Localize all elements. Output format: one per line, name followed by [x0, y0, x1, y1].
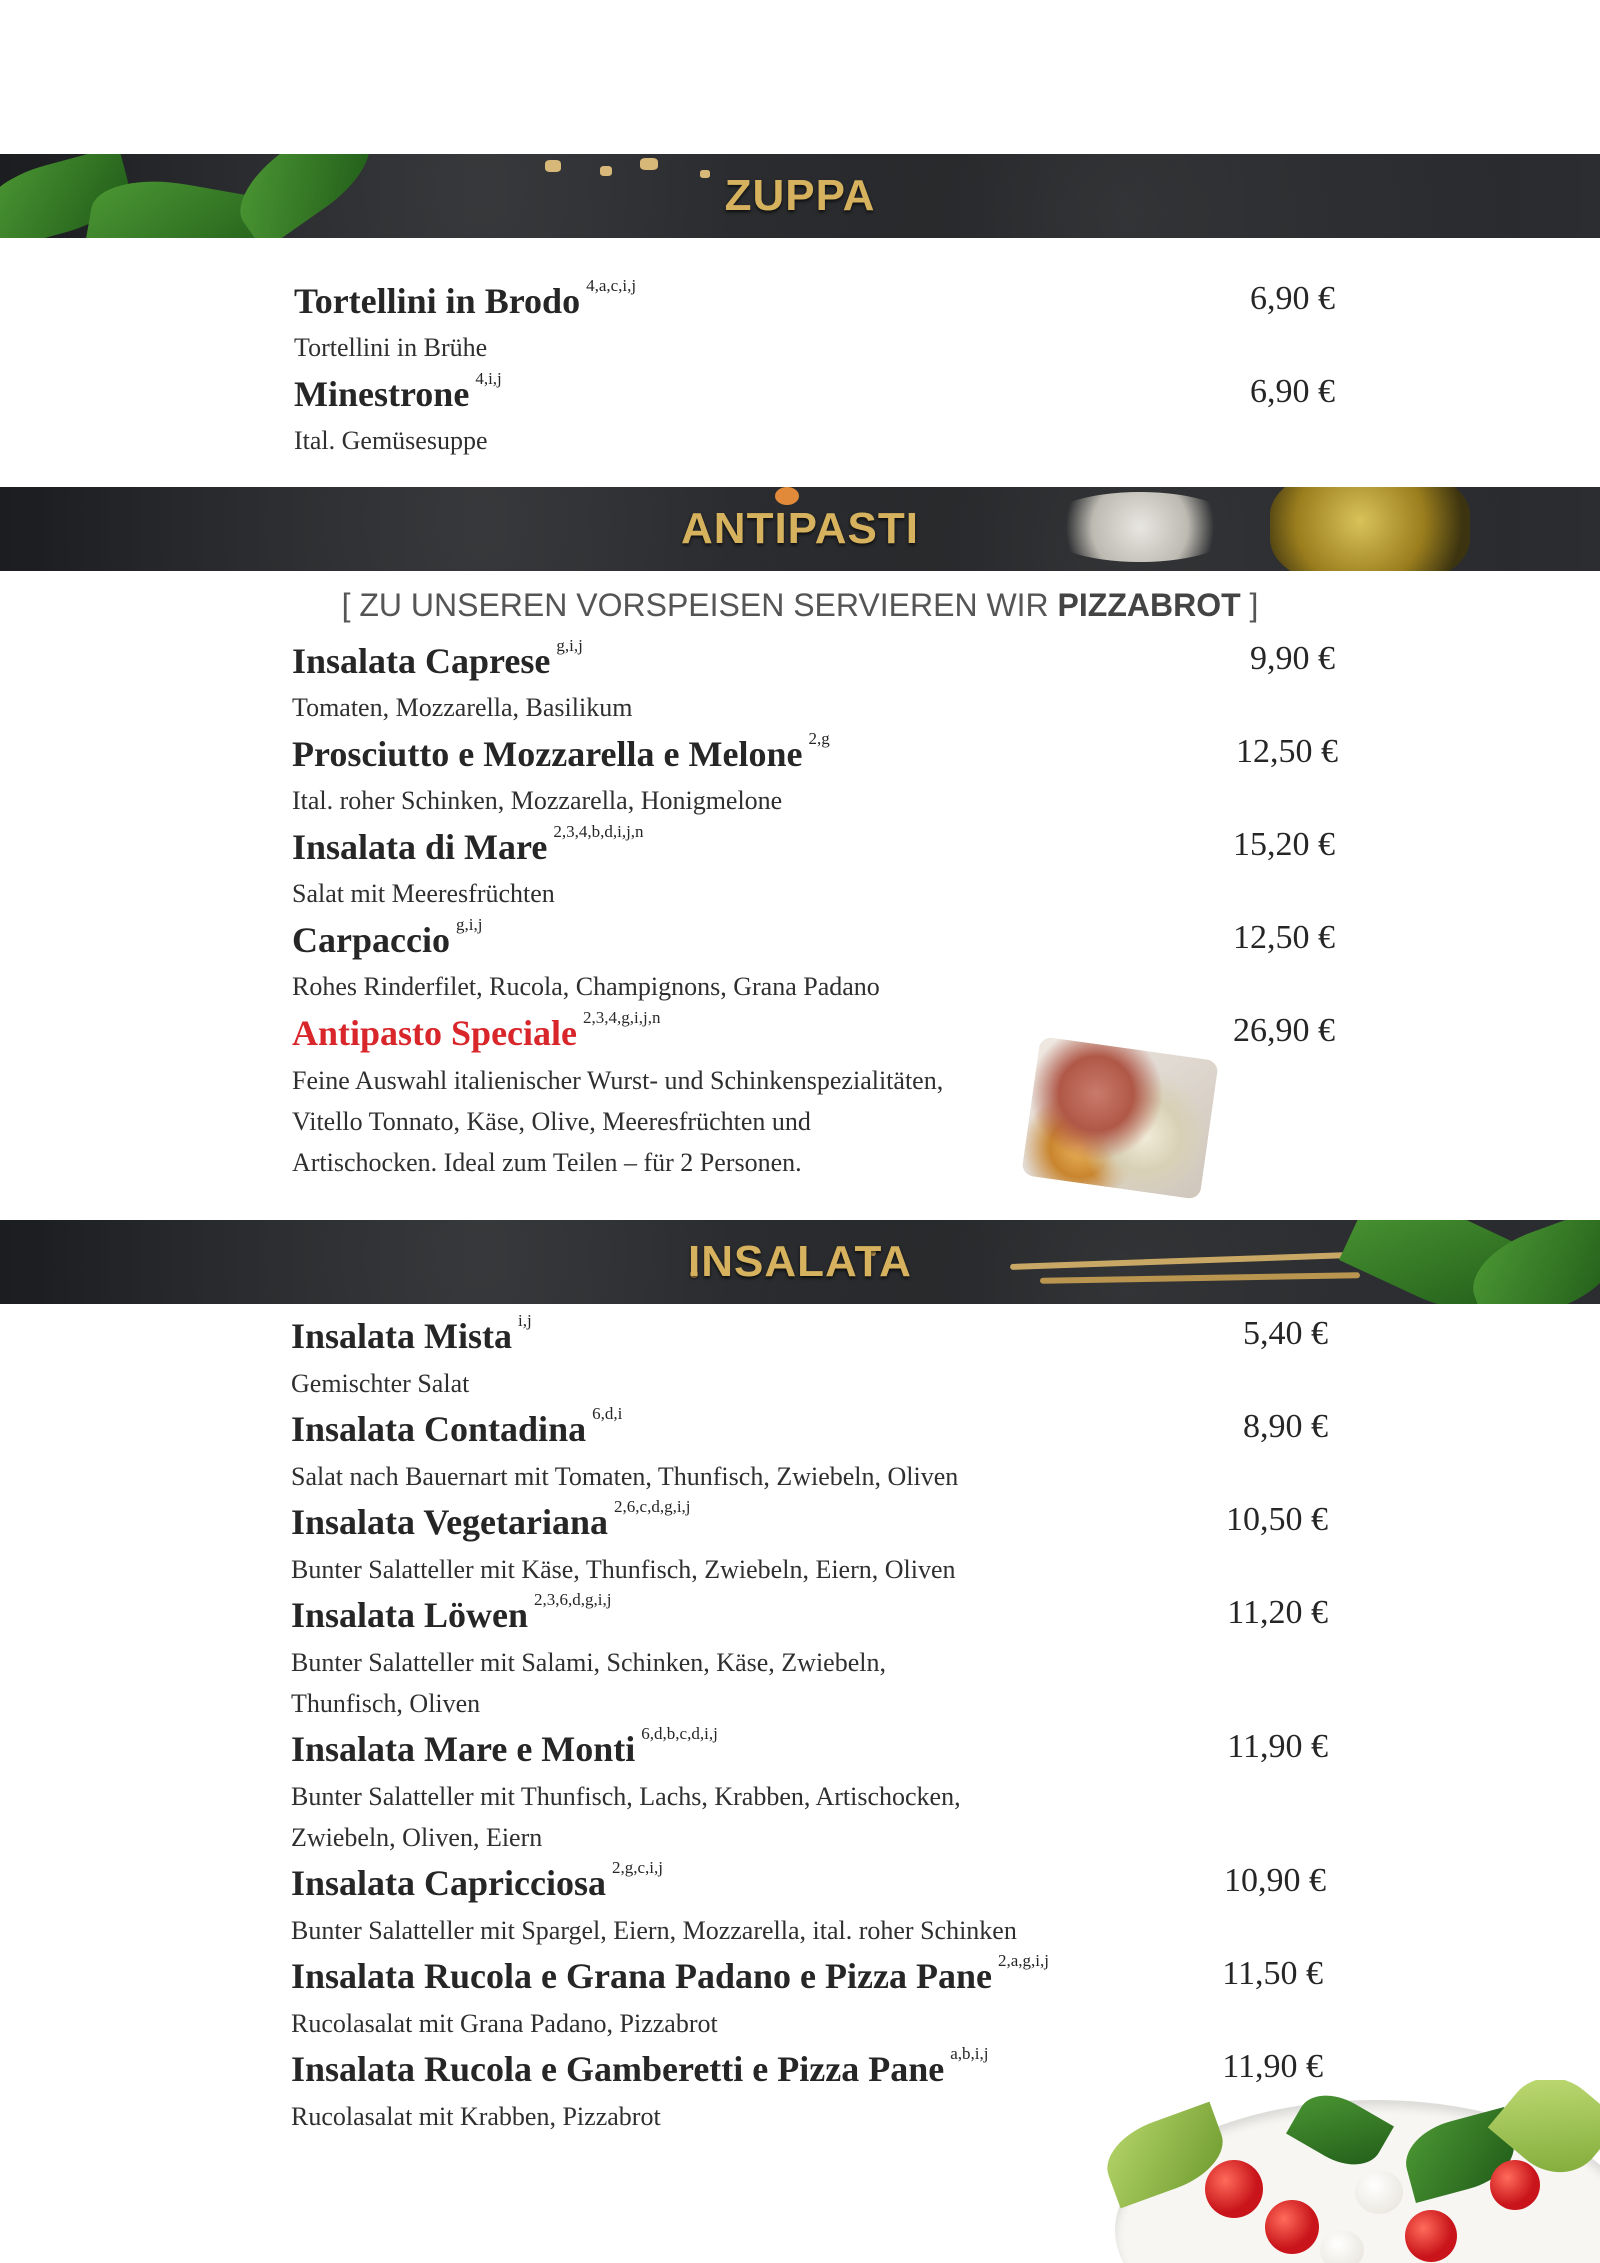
menu-item-description: Salat mit Meeresfrüchten [292, 879, 555, 908]
menu-item-price: 11,20 € [1227, 1594, 1328, 1631]
mozzarella-decoration [1320, 2230, 1364, 2263]
menu-item-name: Insalata Mare e Monti $^{6,d,b,c,d,i,j}$ [291, 1724, 718, 1769]
menu-item-price: 8,90 € [1243, 1408, 1328, 1445]
menu-item-description: Bunter Salatteller mit Salami, Schinken, Käse, Zwiebeln, Thunfisch, Oliven [291, 1648, 886, 1718]
menu-item-name: Minestrone $^{4,i,j}$ [294, 369, 502, 414]
section-banner-antipasti [0, 487, 1600, 571]
allergen-codes: 6,d,b,c,d,i,j [641, 1724, 718, 1743]
menu-item-description: Bunter Salatteller mit Thunfisch, Lachs, Krabben, Artischocken, Zwiebeln, Oliven, Eiern [291, 1782, 961, 1852]
menu-item-price: 12,50 € [1233, 919, 1335, 956]
menu-item-description: Bunter Salatteller mit Spargel, Eiern, Mozzarella, ital. roher Schinken [291, 1916, 1017, 1945]
menu-item-price: 6,90 € [1250, 373, 1335, 410]
menu-item-name: Insalata Rucola e Grana Padano e Pizza Pane $^{2,a,g,i,j}$ [291, 1951, 1049, 1996]
allergen-codes: a,b,i,j [950, 2044, 989, 2063]
allergen-codes: g,i,j [455, 915, 483, 934]
section-title-insalata: INSALATA [688, 1237, 912, 1286]
menu-item-price: 6,90 € [1250, 280, 1335, 317]
menu-item-name: Tortellini in Brodo $^{4,a,c,i,j}$ [294, 276, 637, 321]
menu-item-price: 9,90 € [1250, 640, 1335, 677]
menu-item-price: 11,90 € [1227, 1728, 1328, 1765]
menu-item-description: Rucolasalat mit Grana Padano, Pizzabrot [291, 2009, 718, 2038]
allergen-codes: 2,3,6,d,g,i,j [534, 1590, 612, 1609]
tomato-decoration [1490, 2160, 1540, 2210]
menu-item-name: Insalata Caprese $^{g,i,j}$ [292, 636, 583, 681]
section-title-zuppa: ZUPPA [724, 171, 876, 220]
menu-item-name: Insalata di Mare $^{2,3,4,b,d,i,j,n}$ [292, 822, 644, 867]
pizzabrot-note: [ ZU UNSEREN VORSPEISEN SERVIEREN WIR PIZZABROT ] [341, 587, 1259, 623]
allergen-codes: 2,a,g,i,j [997, 1951, 1049, 1970]
allergen-codes: 4,a,c,i,j [586, 276, 637, 295]
menu-item-description: Gemischter Salat [291, 1369, 470, 1398]
section-title-antipasti: ANTIPASTI [681, 504, 919, 553]
allergen-codes: 2,g [808, 729, 830, 748]
menu-item-description: Bunter Salatteller mit Käse, Thunfisch, Zwiebeln, Eiern, Oliven [291, 1555, 956, 1584]
menu-item-name: Insalata Contadina $^{6,d,i}$ [291, 1404, 623, 1449]
menu-item-name: Insalata Rucola e Gamberetti e Pizza Pane $^{a,b,i,j}$ [291, 2044, 989, 2089]
allergen-codes: 2,3,4,g,i,j,n [583, 1008, 661, 1027]
allergen-codes: 6,d,i [592, 1404, 623, 1423]
allergen-codes: 2,3,4,b,d,i,j,n [553, 822, 644, 841]
allergen-codes: 4,i,j [475, 369, 502, 388]
allergen-codes: i,j [518, 1311, 532, 1330]
menu-item-description: Rucolasalat mit Krabben, Pizzabrot [291, 2102, 661, 2131]
section-banner-insalata [0, 1220, 1600, 1304]
menu-item-description: Salat nach Bauernart mit Tomaten, Thunfisch, Zwiebeln, Oliven [291, 1462, 959, 1491]
menu-item-price: 10,90 € [1224, 1862, 1326, 1899]
menu-item-name: Insalata Löwen $^{2,3,6,d,g,i,j}$ [291, 1590, 612, 1635]
menu-item-price: 11,50 € [1222, 1955, 1323, 1992]
menu-item-description: Ital. roher Schinken, Mozzarella, Honigmelone [292, 786, 783, 815]
allergen-codes: g,i,j [556, 636, 583, 655]
menu-item-name: Insalata Capricciosa $^{2,g,c,i,j}$ [291, 1858, 663, 1903]
tomato-decoration [1265, 2200, 1319, 2254]
menu-item-name: Insalata Mista $^{i,j}$ [291, 1311, 532, 1356]
section-banner-zuppa [0, 154, 1600, 238]
menu-item-description: Feine Auswahl italienischer Wurst- und Schinkenspezialitäten, Vitello Tonnato, Käse, Olive, Meeresfrüchten und Artischocken. Ideal zum Teilen – für 2 Personen. [292, 1066, 944, 1177]
tomato-decoration [1205, 2160, 1263, 2218]
menu-item-price: 5,40 € [1243, 1315, 1328, 1352]
menu-item-name: Prosciutto e Mozzarella e Melone $^{2,g}$ [292, 729, 830, 774]
tomato-decoration [1405, 2210, 1457, 2262]
allergen-codes: 2,g,c,i,j [612, 1858, 663, 1877]
menu-item-description: Rohes Rinderfilet, Rucola, Champignons, Grana Padano [292, 972, 880, 1001]
antipasto-platter-image [1021, 1036, 1219, 1200]
menu-item-price: 26,90 € [1233, 1012, 1335, 1049]
menu-item-price: 11,90 € [1222, 2048, 1323, 2085]
menu-item-description: Ital. Gemüsesuppe [294, 426, 488, 455]
salad-bowl-image [1105, 2080, 1600, 2263]
menu-item-description: Tomaten, Mozzarella, Basilikum [292, 693, 633, 722]
menu-item-price: 15,20 € [1233, 826, 1335, 863]
menu-item-name: Carpaccio $^{g,i,j}$ [292, 915, 483, 960]
menu-item-price: 10,50 € [1226, 1501, 1328, 1538]
menu-item-description: Tortellini in Brühe [294, 333, 488, 362]
menu-item-price: 12,50 € [1236, 733, 1338, 770]
mozzarella-decoration [1355, 2170, 1403, 2214]
menu-item-name-highlight: Antipasto Speciale $^{2,3,4,g,i,j,n}$ [292, 1008, 661, 1053]
allergen-codes: 2,6,c,d,g,i,j [614, 1497, 691, 1516]
menu-item-name: Insalata Vegetariana $^{2,6,c,d,g,i,j}$ [291, 1497, 691, 1542]
